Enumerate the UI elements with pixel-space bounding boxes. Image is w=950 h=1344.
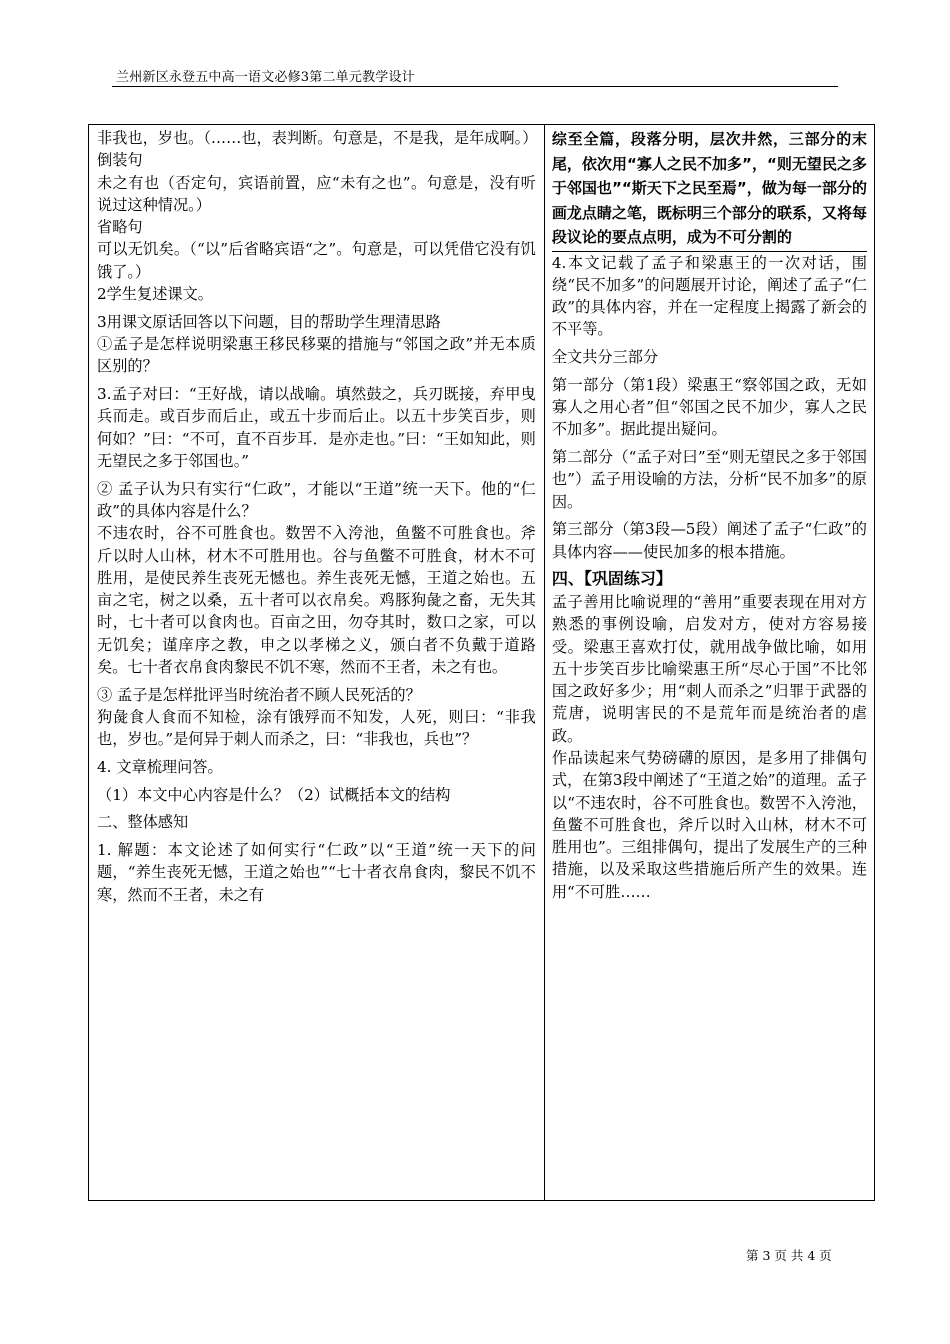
right-paragraph: 第二部分（“孟子对曰”至“则无望民之多于邻国也”）孟子用设喻的方法，分析“民不加多”的原因。 xyxy=(551,448,867,511)
left-paragraph: ①孟子是怎样说明梁惠王移民移粟的措施与“邻国之政”并无本质区别的？ xyxy=(97,335,536,376)
right-paragraph: 第三部分（第3段—5段）阐述了孟子“仁政”的具体内容——使民加多的根本措施。 xyxy=(551,520,867,561)
left-paragraph: ③ 孟子是怎样批评当时统治者不顾人民死活的？ xyxy=(97,685,421,704)
left-paragraph: （1）本文中心内容是什么？（2）试概括本文的结构 xyxy=(97,785,451,804)
left-paragraph: 狗彘食人食而不知检，涂有饿殍而不知发，人死，则曰：“非我也，岁也。”是何异于刺人而杀之，曰：“非我也，兵也”？ xyxy=(97,707,536,749)
lesson-table xyxy=(88,124,875,1201)
left-column xyxy=(89,125,545,1200)
page-header-title: 兰州新区永登五中高一语文必修3第二单元教学设计 xyxy=(116,70,415,85)
left-paragraph: 1. 解题：本文论述了如何实行“仁政”以“王道”统一天下的问题，“养生丧死无憾，王道之始也”“七十者衣帛食肉，黎民不饥不寒，然而不王者，未之有 xyxy=(97,841,536,904)
left-paragraph: 3.孟子对曰：“王好战，请以战喻。填然鼓之，兵刃既接，弃甲曳兵而走。或百步而后止，或五十步而后止。以五十步笑百步，则何如？”曰：“不可，直不百步耳．是亦走也。”曰：“王如知此，则无望民之多于邻国也。” xyxy=(97,385,536,470)
left-paragraph: 4. 文章梳理问答。 xyxy=(97,757,223,776)
right-paragraph: 4.本文记载了孟子和梁惠王的一次对话，围绕“民不加多”的问题展开讨论，阐述了孟子“仁政”的具体内容，并在一定程度上揭露了新会的不平等。 xyxy=(551,253,867,339)
page-number: 第 3 页 共 4 页 xyxy=(746,1248,832,1263)
left-paragraph: 可以无饥矣。（“以”后省略宾语“之”。句意是，可以凭借它没有饥饿了。） xyxy=(97,240,536,281)
bold-summary: 综至全篇，段落分明，层次井然，三部分的末尾，依次用“寡人之民不加多”，“则无望民之多于邻国也”“斯天下之民至焉”，做为每一部分的画龙点睛之笔，既标明三个部分的联系，又将每段议论的要点点明，成为不可分割的 xyxy=(551,130,867,246)
left-paragraph: ② 孟子认为只有实行“仁政”，才能以“王道”统一天下。他的“仁政”的具体内容是什么？ xyxy=(97,479,536,520)
left-paragraph: 非我也，岁也。（……也，表判断。句意是，不是我，是年成啊。） xyxy=(97,129,538,147)
practice-paragraph: 作品读起来气势磅礴的原因，是多用了排偶句式，在第3段中阐述了“王道之始”的道理。孟子以“不违农时，谷不可胜食也。数罟不入洿池，鱼鳖不可胜食也，斧斤以时入山林，材木不可胜用也”。三组排偶句，提出了发展生产的三种措施，以及采取这些措施后所产生的效果。连用“不可胜…… xyxy=(551,749,867,901)
section-title: 四、【巩固练习】 xyxy=(551,568,672,588)
right-paragraph: 全文共分三部分 xyxy=(551,348,659,367)
bold-summary-block xyxy=(552,127,867,250)
practice-paragraph: 孟子善用比喻说理的“善用”重要表现在用对方熟悉的事例设喻，启发对方，使对方容易接受。梁惠王喜欢打仗，就用战争做比喻，如用五十步笑百步比喻梁惠王所“尽心于国”不比邻国之政好多少；用“刺人而杀之”归罪于武器的荒唐，说明害民的不是荒年而是统治者的虐政。 xyxy=(551,592,867,745)
left-paragraph: 未之有也（否定句，宾语前置，应“未有之也”。句意是，没有听说过这种情况。） xyxy=(97,173,536,214)
left-paragraph: 3用课文原话回答以下问题，目的帮助学生理清思路 xyxy=(97,312,441,331)
analysis-block xyxy=(552,251,867,904)
right-paragraph: 第一部分（第1段）梁惠王“察邻国之政，无如寡人之用心者”但“邻国之民不加少，寡人之民不加多”。据此提出疑问。 xyxy=(551,375,867,439)
left-paragraph: 省略句 xyxy=(97,218,143,237)
right-column xyxy=(545,125,874,1200)
left-paragraph: 二、整体感知 xyxy=(97,813,189,832)
left-paragraph: 2学生复述课文。 xyxy=(97,285,213,304)
left-paragraph: 不违农时，谷不可胜食也。数罟不入洿池，鱼鳖不可胜食也。斧斤以时人山林，材木不可胜用也。谷与鱼鳖不可胜食，材木不可胜用，是使民养生丧死无憾也。养生丧死无憾，王道之始也。五亩之宅，树之以桑，五十者可以衣帛矣。鸡豚狗彘之畜，无失其时，七十者可以食肉也。百亩之田，勿夺其时，数口之家，可以无饥矣；谨庠序之教，申之以孝梯之义，颁白者不负戴于道路矣。七十者衣帛食肉黎民不饥不寒，然而不王者，未之有也。 xyxy=(97,524,536,676)
header-rule xyxy=(112,86,838,87)
left-paragraph: 倒装句 xyxy=(97,151,143,170)
